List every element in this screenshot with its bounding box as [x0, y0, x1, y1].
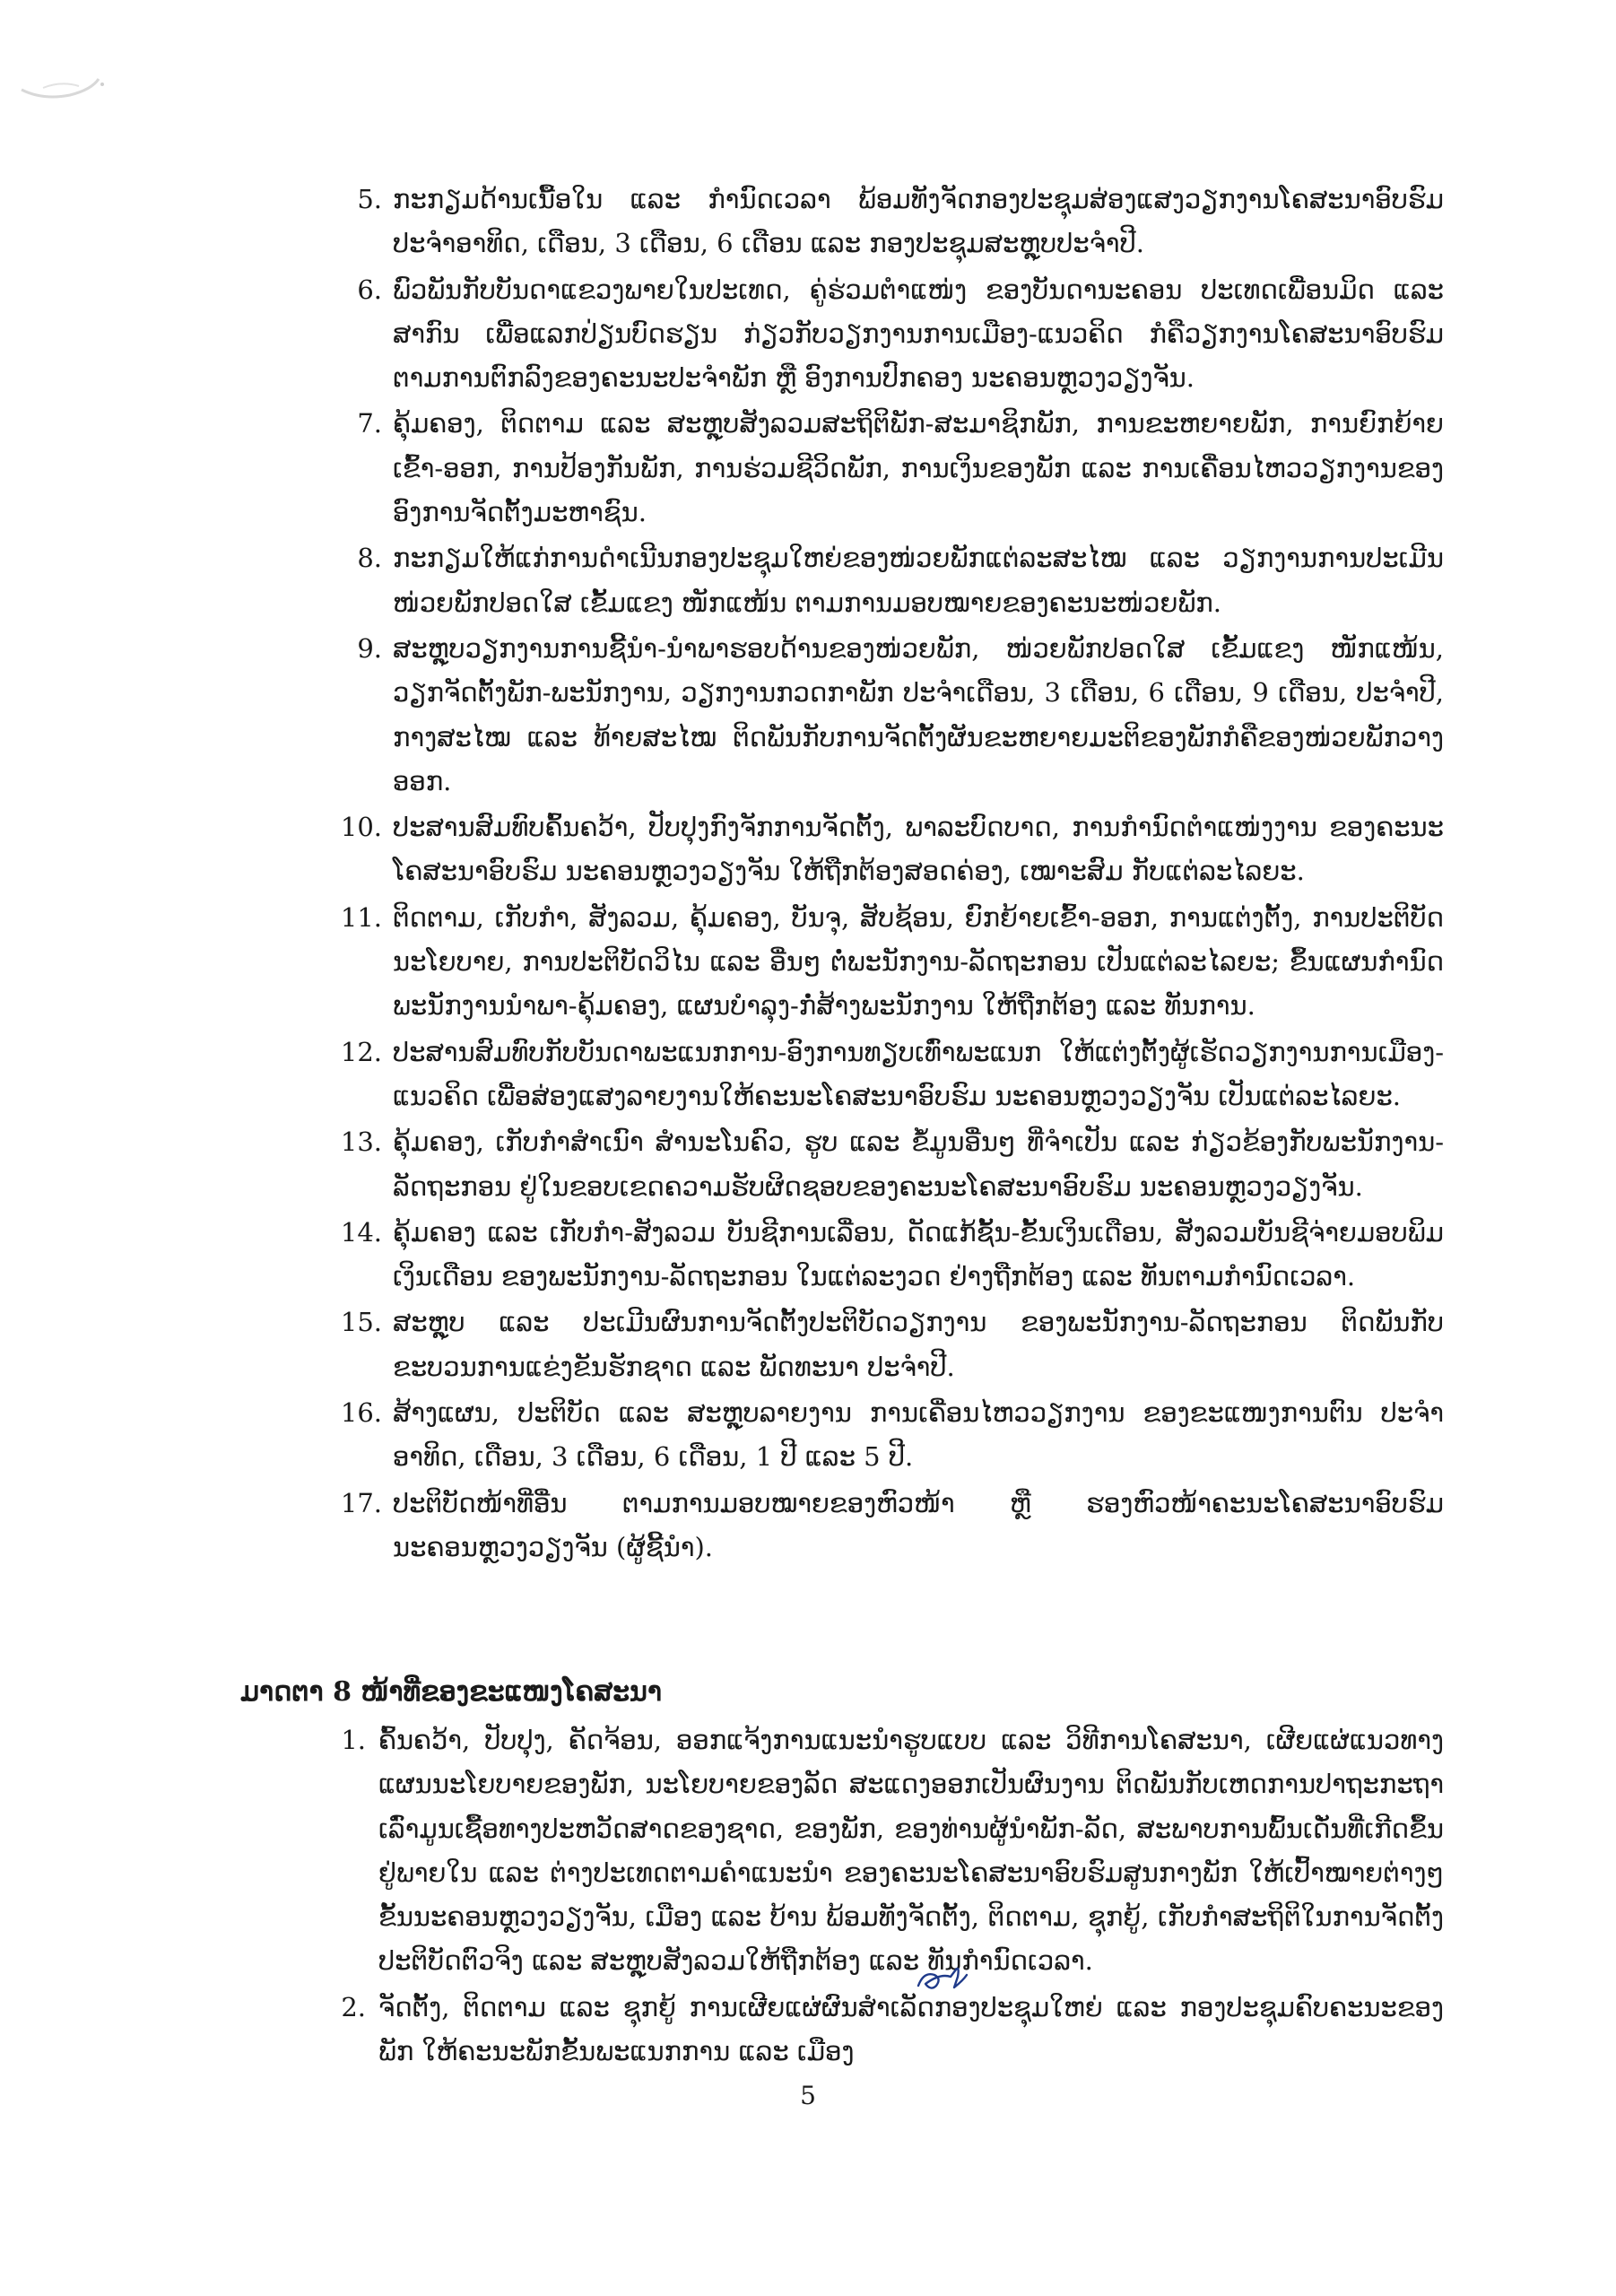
item-number: 1.: [341, 1725, 366, 1755]
page-number: 5: [800, 2081, 816, 2110]
item-number: 6.: [357, 274, 382, 305]
item-number: 9.: [357, 632, 382, 664]
duties-list-continued: [341, 178, 1444, 1571]
item-number: 5.: [357, 184, 382, 214]
list-item: [341, 1482, 1444, 1570]
list-item: [341, 402, 1444, 535]
item-text: ປະສານສົມທົບກັບບັນດາພະແນກການ-ອົງການທຽບເທົ່າພະແນກ ໃຫ້ແຕ່ງຕັ້ງຜູ້ເຮັດວຽກງານການເມືອງ-ແນວຄິດ ເພື່ອສ່ອງແສງລາຍງານໃຫ້ຄະນະໂຄສະນາອົບຮົມ ນະຄອນຫຼວງວຽງຈັນ ເປັນແຕ່ລະໄລຍະ.: [393, 1036, 1444, 1111]
list-item: [341, 178, 1444, 266]
list-item: [341, 1391, 1444, 1480]
item-number: 11.: [340, 901, 382, 933]
list-item: [341, 805, 1444, 894]
item-number: 7.: [357, 408, 382, 439]
item-number: 17.: [340, 1487, 382, 1518]
item-text: ພົວພັນກັບບັນດາແຂວງພາຍໃນປະເທດ, ຄູ່ຮ່ວມຕຳແໜ່ງ ຂອງບັນດານະຄອນ ປະເທດເພື່ອນມິດ ແລະ ສາກົນ ເພື່ອແລກປ່ຽນບົດຮຽນ ກ່ຽວກັບວຽກງານການເມືອງ-ແນວຄິດ ກໍຄືວຽກງານໂຄສະນາອົບຮົມ ຕາມການຕົກລົງຂອງຄະນະປະຈຳພັກ ຫຼື ອົງການປົກຄອງ ນະຄອນຫຼວງວຽງຈັນ.: [393, 274, 1444, 394]
list-item: [341, 1211, 1444, 1300]
list-item: [341, 536, 1444, 625]
list-item: [341, 268, 1444, 401]
item-number: 10.: [340, 812, 382, 843]
item-text: ຄຸ້ມຄອງ ແລະ ເກັບກຳ-ສັງລວມ ບັນຊີການເລື່ອນ, ດັດແກ້ຊັ້ນ-ຂັ້ນເງິນເດືອນ, ສັງລວມບັນຊີຈ່າຍມອບພິມເງິນເດືອນ ຂອງພະນັກງານ-ລັດຖະກອນ ໃນແຕ່ລະງວດ ຢ່າງຖືກຕ້ອງ ແລະ ທັນຕາມກຳນົດເວລາ.: [393, 1216, 1444, 1292]
item-number: 13.: [340, 1126, 382, 1158]
item-text: ສະຫຼຸບ ແລະ ປະເມີນຜົນການຈັດຕັ້ງປະຕິບັດວຽກງານ ຂອງພະນັກງານ-ລັດຖະກອນ ຕິດພັນກັບຂະບວນການແຂ່ງຂັນຮັກຊາດ ແລະ ພັດທະນາ ປະຈຳປີ.: [393, 1307, 1444, 1382]
list-item: [341, 1120, 1444, 1209]
initials-signature: [915, 1964, 969, 1995]
item-text: ຄົ້ນຄວ້າ, ປັບປຸງ, ຄັດຈ້ອນ, ອອກແຈ້ງການແນະນຳຮູບແບບ ແລະ ວິທີການໂຄສະນາ, ເຜີຍແຜ່ແນວທາງແຜນນະໂຍບາຍຂອງພັກ, ນະໂຍບາຍຂອງລັດ ສະແດງອອກເປັນຜົນງານ ຕິດພັນກັບເຫດການປາຖະກະຖາເລົ່າມູນເຊື້ອທາງປະຫວັດສາດຂອງຊາດ, ຂອງພັກ, ຂອງທ່ານຜູ້ນຳພັກ-ລັດ, ສະພາບການພົ້ນເດັ່ນທີ່ເກີດຂຶ້ນຢູ່ພາຍໃນ ແລະ ຕ່າງປະເທດຕາມຄຳແນະນຳ ຂອງຄະນະໂຄສະນາອົບຮົມສູນກາງພັກ ໃຫ້ເປົ້າໝາຍຕ່າງໆ ຂັ້ນນະຄອນຫຼວງວຽງຈັນ, ເມືອງ ແລະ ບ້ານ ພ້ອມທັງຈັດຕັ້ງ, ຕິດຕາມ, ຊຸກຍູ້, ເກັບກຳສະຖິຕິໃນການຈັດຕັ້ງປະຕິບັດຕົວຈິງ ແລະ ສະຫຼຸບສັງລວມໃຫ້ຖືກຕ້ອງ ແລະ ທັນກຳນົດເວລາ.: [378, 1725, 1444, 1977]
item-text: ຄຸ້ມຄອງ, ຕິດຕາມ ແລະ ສະຫຼຸບສັງລວມສະຖິຕິພັກ-ສະມາຊິກພັກ, ການຂະຫຍາຍພັກ, ການຍົກຍ້າຍເຂົ້າ-ອອກ, ການປ້ອງກັນພັກ, ການຮ່ວມຊີວິດພັກ, ການເງິນຂອງພັກ ແລະ ການເຄື່ອນໄຫວວຽກງານຂອງອົງການຈັດຕັ້ງມະຫາຊົນ.: [393, 408, 1444, 528]
item-text: ຄຸ້ມຄອງ, ເກັບກຳສຳເນົາ ສຳນະໂນຄົວ, ຮູບ ແລະ ຂໍ້ມູນອື່ນໆ ທີ່ຈຳເປັນ ແລະ ກ່ຽວຂ້ອງກັບພະນັກງານ-ລັດຖະກອນ ຢູ່ໃນຂອບເຂດຄວາມຮັບຜິດຊອບຂອງຄະນະໂຄສະນາອົບຮົມ ນະຄອນຫຼວງວຽງຈັນ.: [393, 1126, 1444, 1202]
list-item: [325, 1718, 1444, 1984]
list-item: [341, 1031, 1444, 1119]
list-item: [341, 1300, 1444, 1389]
item-text: ປະຕິບັດໜ້າທີ່ອື່ນ ຕາມການມອບໝາຍຂອງຫົວໜ້າ ຫຼື ຮອງຫົວໜ້າຄະນະໂຄສະນາອົບຮົມ ນະຄອນຫຼວງວຽງຈັນ (ຜູ້ຊີ້ນຳ).: [393, 1487, 1444, 1562]
item-number: 8.: [357, 543, 382, 574]
item-text: ປະສານສົມທົບຄົ້ນຄວ້າ, ປັບປຸງກົງຈັກການຈັດຕັ້ງ, ພາລະບົດບາດ, ການກຳນົດຕຳແໜ່ງງານ ຂອງຄະນະໂຄສະນາອົບຮົມ ນະຄອນຫຼວງວຽງຈັນ ໃຫ້ຖືກຕ້ອງສອດຄ່ອງ, ເໝາະສົມ ກັບແຕ່ລະໄລຍະ.: [393, 812, 1444, 887]
item-text: ຕິດຕາມ, ເກັບກຳ, ສັງລວມ, ຄຸ້ມຄອງ, ບັນຈຸ, ສັບຊ້ອນ, ຍົກຍ້າຍເຂົ້າ-ອອກ, ການແຕ່ງຕັ້ງ, ການປະຕິບັດນະໂຍບາຍ, ການປະຕິບັດວິໄນ ແລະ ອື່ນໆ ຕໍ່ພະນັກງານ-ລັດຖະກອນ ເປັນແຕ່ລະໄລຍະ; ຂຶ້ນແຜນກຳນົດພະນັກງານນຳພາ-ຄຸ້ມຄອງ, ແຜນບຳລຸງ-ກໍ່ສ້າງພະນັກງານ ໃຫ້ຖືກຕ້ອງ ແລະ ທັນການ.: [393, 901, 1444, 1022]
section-heading: ມາດຕາ 8 ໜ້າທີ່ຂອງຂະແໜງໂຄສະນາ: [240, 1676, 663, 1708]
scan-artifact-mark: [16, 36, 115, 117]
item-text: ສະຫຼຸບວຽກງານການຊີ້ນຳ-ນຳພາຮອບດ້ານຂອງໜ່ວຍພັກ, ໜ່ວຍພັກປອດໃສ ເຂັ້ມແຂງ ໜັກແໜ້ນ, ວຽກຈັດຕັ້ງພັກ-ພະນັກງານ, ວຽກງານກວດກາພັກ ປະຈຳເດືອນ, 3 ເດືອນ, 6 ເດືອນ, 9 ເດືອນ, ປະຈຳປີ, ກາງສະໄໝ ແລະ ທ້າຍສະໄໝ ຕິດພັນກັບການຈັດຕັ້ງຜັນຂະຫຍາຍມະຕິຂອງພັກກໍຄືຂອງໜ່ວຍພັກວາງອອກ.: [393, 632, 1444, 796]
item-number: 14.: [340, 1216, 382, 1248]
list-item: [341, 627, 1444, 804]
item-text: ຈັດຕັ້ງ, ຕິດຕາມ ແລະ ຊຸກຍູ້ ການເຜີຍແຜ່ຜົນສຳເລັດກອງປະຊຸມໃຫຍ່ ແລະ ກອງປະຊຸມຄົບຄະນະຂອງພັກ ໃຫ້ຄະນະພັກຂັ້ນພະແນກການ ແລະ ເມືອງ: [378, 1991, 1444, 2067]
item-number: 16.: [340, 1397, 382, 1429]
item-text: ກະກຽມໃຫ້ແກ່ການດຳເນີນກອງປະຊຸມໃຫຍ່ຂອງໜ່ວຍພັກແຕ່ລະສະໄໝ ແລະ ວຽກງານການປະເມີນໜ່ວຍພັກປອດໃສ ເຂັ້ມແຂງ ໜັກແໜ້ນ ຕາມການມອບໝາຍຂອງຄະນະໜ່ວຍພັກ.: [393, 543, 1444, 618]
item-text: ສ້າງແຜນ, ປະຕິບັດ ແລະ ສະຫຼຸບລາຍງານ ການເຄື່ອນໄຫວວຽກງານ ຂອງຂະແໜງການຕົນ ປະຈຳອາທິດ, ເດືອນ, 3 ເດືອນ, 6 ເດືອນ, 1 ປີ ແລະ 5 ປີ.: [393, 1397, 1444, 1473]
list-item: [341, 896, 1444, 1029]
item-text: ກະກຽມດ້ານເນື້ອໃນ ແລະ ກຳນົດເວລາ ພ້ອມທັງຈັດກອງປະຊຸມສ່ອງແສງວຽກງານໂຄສະນາອົບຮົມ ປະຈຳອາທິດ, ເດືອນ, 3 ເດືອນ, 6 ເດືອນ ແລະ ກອງປະຊຸມສະຫຼຸບປະຈຳປີ.: [393, 184, 1444, 259]
item-number: 2.: [341, 1991, 366, 2022]
item-number: 12.: [340, 1036, 382, 1067]
duties-list-article-8: [325, 1718, 1444, 2075]
item-number: 15.: [340, 1307, 382, 1338]
list-item: [325, 1986, 1444, 2074]
